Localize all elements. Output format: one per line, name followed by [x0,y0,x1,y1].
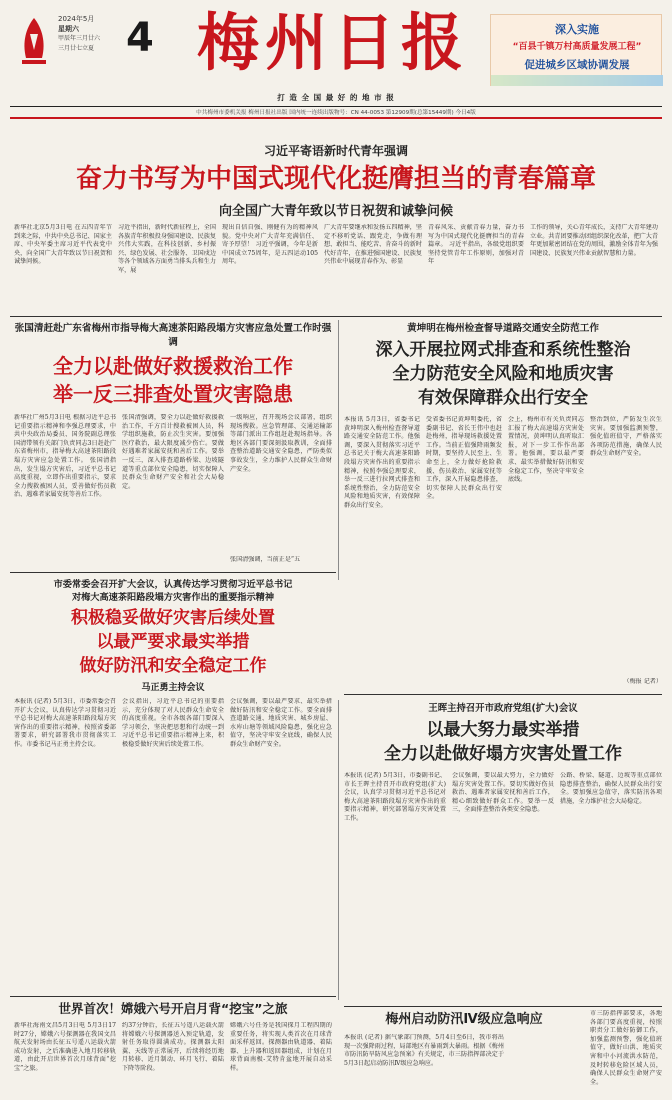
zhang-body-col-1: 新华社广州5月3日电 根据习近平总书记重要指示精神和李强总理要求，中共中央政治局委员、国务院副总理张国清带领有关部门负责同志3日赶赴广东省梅州市，指导梅大高速茶阳路段塌方灾害应急处置工作。 张国清指出，发生塌方灾害后，习近平总书记高度重视，立即作出重要指示，要求全力搜救被困人员，妥善做好伤员救治、遇难者家属安抚等善后工作。 [14,414,116,499]
promo-bottom-line: 促进城乡区域协调发展 [524,59,630,71]
meeting-byline: 马正勇主持会议 [141,683,205,693]
lead-body-col-4: 广大青年要继承和发扬五四精神，坚定不移听党话、跟党走，争做有理想、敢担当、能吃苦、肯奋斗的新时代好青年，在推进强国建设、民族复兴伟业中展现青春作为、彰显 [324,224,422,266]
huang-body-col-1: 本报讯 5月3日，省委书记黄坤明深入梅州检查督导道路交通安全防范工作。他强调，要深入贯彻落实习近平总书记关于梅大高速茶阳路段塌方灾害作出的重要指示精神，按照李强总理要求，举一反三进行拉网式排查和系统性整治，全力防范安全风险和地质灾害，有效保障群众出行安全。 [344,416,420,509]
lead-body-col-5: 青春风采、贡献青春力量，奋力书写为中国式现代化挺膺担当的青春篇章。 习近平指出，各级党组织要坚持党管青年工作原则，加强对青年 [428,224,524,266]
promo-decor [491,75,663,86]
promo-mid-line: “百县千镇万村高质量发展工程” [512,42,642,52]
date-weekday: 星期六 [58,25,79,33]
wang-body-col-1: 本报讯 (记者) 5月3日，市委副书记、市长王晖主持召开市政府党组(扩大)会议，认真学习贯彻习近平总书记对梅大高速茶阳路段塌方灾害作出的重要指示精神，研究部署塌方灾害处置工作。 [344,772,446,822]
zhang-headline-2: 举一反三排查处置灾害隐患 [53,382,293,406]
wang-body-col-2: 会议强调，要以最大努力，全力做好塌方灾害处置工作。要切实做好伤员救治、遇难者家属安抚和善后工作，精心细致做好群众工作。要举一反三，全面排查整治各类安全隐患。 [452,772,554,814]
moon-body-col-2: 约37分钟后，长征五号遥八运载火箭将嫦娥六号探测器送入预定轨道，发射任务取得圆满成功。探测器太阳翼、天线等正常展开，后续将经历地月转移、近月制动、环月飞行、着陆下降等阶段。 [122,1022,224,1072]
lead-body-col-1: 新华社北京5月3日电 在五四青年节到来之际，中共中央总书记、国家主席、中央军委主席习近平代表党中央，向全国广大青年致以节日祝贺和诚挚问候。 [14,224,112,266]
date-lunar-1: 甲辰年三月廿六 [58,35,101,42]
meeting-headline-2: 以最严要求最实举措 [96,632,250,652]
flood-body-col-1: 本报讯 (记者) 据气象部门预测，5月4日至6日，我市将出现一次强降雨过程，局部地区有暴雨到大暴雨。根据《梅州市防汛防旱防风应急预案》有关规定，市三防指挥部决定于5月3日起启动防汛Ⅳ级应急响应。 [344,1034,504,1067]
meeting-body-col-2: 会议指出，习近平总书记的重要指示，充分体现了对人民群众生命安全的高度重视。全市各级各部门要深入学习领会，坚决把思想和行动统一到习近平总书记重要指示精神上来，积极稳妥做好灾害后续处置工作。 [122,698,224,748]
moon-headline: 世界首次！嫦娥六号开启月背“挖宝”之旅 [58,1001,288,1016]
masthead [0,0,672,120]
flood-body-col-mid [510,1034,586,1094]
lead-bottom-rule [10,316,662,317]
masthead-rule-bottom [10,117,662,119]
wang-body-col-3: 公路、桥梁、隧道、边坡等重点部位隐患排查整治，确保人民群众出行安全。要加强应急值守，落实防汛各项措施，全力维护社会大局稳定。 [560,772,662,805]
date-year-month: 2024年5月 [58,15,95,23]
newspaper-title: 梅州日报 [196,6,469,79]
promo-banner [490,14,662,86]
huang-headline-2: 全力防范安全风险和地质灾害 [392,364,614,384]
date-lunar-2: 三月廿七立夏 [58,45,95,52]
promo-top-line: 深入实施 [555,23,599,36]
huang-bottom-rule [344,694,662,695]
meeting-body-col-3: 会议强调，要以最严要求、最实举措做好防汛和安全稳定工作。要全面排查道路交通、地质灾害、城乡房屋、水库山塘等领域风险隐患，强化应急值守，坚决守牢安全底线，确保人民群众生命财产安全。 [230,698,332,748]
lead-headline: 奋力书写为中国式现代化挺膺担当的青春篇章 [75,164,596,194]
flood-headline: 梅州启动防汛Ⅳ级应急响应 [385,1012,543,1027]
huang-kicker: 黄坤明在梅州检查督导道路交通安全防范工作 [407,323,599,334]
zhang-body-col-3: 一级响应，召开现场会议部署，组织现场搜救。应急管理部、交通运输部等部门派出工作组赶赴现场指导。各地区各部门要深刻汲取教训，全面排查整治道路交通安全隐患，严防类似事故发生，全力维护人民群众生命财产安全。 [230,414,332,473]
zhang-signoff: 张国清强调，当前正是“五 [230,556,301,563]
moon-body-col-1: 新华社海南文昌5月3日电 5月3日17时27分，嫦娥六号探测器在我国文昌航天发射场由长征五号遥八运载火箭成功发射，之后准确进入地月转移轨道，由此开启世界首次月球背面“挖宝”之旅。 [14,1022,116,1072]
slogan: 打 造 全 国 最 好 的 地 市 报 [277,93,395,102]
lead-body-col-3: 现出自信自强、刚健有为的精神风貌。党中央对广大青年充满信任、寄予厚望！ 习近平强调，今年是新中国成立75周年，是五四运动105周年。 [222,224,318,266]
wang-headline-1: 以最大努力最实举措 [426,720,580,740]
center-column-divider [338,320,339,580]
zhang-body-col-2: 张国清强调，要全力以赴做好救援救治工作，千方百计搜救被困人员，科学组织施救，防止次生灾害。要加强医疗救治，最大限度减少伤亡。要做好遇难者家属安抚和善后工作。要举一反三，深入排查道路桥梁、边坡隧道等重点部位安全隐患，切实保障人民群众生命财产安全和社会大局稳定。 [122,414,224,490]
meeting-kicker-1: 市委常委会召开扩大会议，认真传达学习贯彻习近平总书记 [53,579,293,590]
lead-kicker: 习近平寄语新时代青年强调 [263,144,408,158]
lead-body-col-2: 习近平指出，新时代新征程上，全国各族青年积极投身强国建设、民族复兴伟大实践，在科技创新、乡村振兴、绿色发展、社会服务、卫国戍边等各个领域各方面勇当排头兵和生力军，展 [118,224,216,274]
wang-kicker: 王晖主持召开市政府党组(扩大)会议 [428,703,578,714]
zhang-headline-1: 全力以赴做好救援救治工作 [53,354,293,378]
left-lower-divider [338,700,339,1000]
huang-body-col-2: 受省委书记黄坤明委托，省委副书记、省长王伟中也赶赴梅州，指导现场救援处置工作。当前正值强降雨频发时期，要坚持人民至上、生命至上，全力做好抢险救援、伤员救治、家属安抚等工作，深入开展隐患排查，切实保障人民群众出行安全。 [426,416,502,501]
huang-body-col-4: 整治到位，严防发生次生灾害。要加强监测预警，强化值班值守，严格落实各项防范措施，确保人民群众生命财产安全。 [590,416,662,458]
huang-headline-3: 有效保障群众出行安全 [418,388,588,408]
lead-subhead: 向全国广大青年致以节日祝贺和诚挚问候 [218,204,453,219]
huang-headline-1: 深入开展拉网式排查和系统性整治 [375,340,631,360]
meeting-headline-3: 做好防汛和安全稳定工作 [79,656,267,676]
moon-top-rule [10,996,336,997]
flood-top-rule [344,1006,662,1007]
huang-signoff: （梅报 记者） [623,678,662,685]
meeting-body-col-1: 本报讯 (记者) 5月3日，市委常委会召开扩大会议，认真传达学习贯彻习近平总书记对梅大高速茶阳路段塌方灾害作出的重要指示精神，按照省委部署要求，研究部署我市贯彻落实工作。市委书记马正勇主持会议。 [14,698,116,748]
wang-headline-2: 全力以赴做好塌方灾害处置工作 [384,744,622,764]
huang-body-col-3: 会上，梅州市有关负责同志汇报了梅大高速塌方灾害处置情况，黄坤明认真听取汇报，对下一步工作作出部署。他强调，要以最严要求、最实举措做好防汛和安全稳定工作，坚决守牢安全底线。 [508,416,584,484]
meeting-kicker-2: 对梅大高速茶阳路段塌方灾害作出的重要指示精神 [71,592,275,603]
party-emblem-icon [16,14,52,68]
meeting-headline-1: 积极稳妥做好灾害后续处置 [71,608,275,628]
publication-info: 中共梅州市委机关报 梅州日报社出版 国内统一连续出版物号：CN 44-0053 第12909期(总第15449期) 今日4版 [196,110,476,116]
meeting-top-rule [10,572,336,573]
flood-body-col-2: 市三防指挥部要求，各地各部门要高度重视，按照职责分工做好防御工作，加强监测预警，强化值班值守，做好山洪、地质灾害和中小河流洪水防范，及时转移危险区域人员，确保人民群众生命财产安全。 [590,1010,662,1086]
masthead-rule-top [10,106,662,107]
date-block [58,14,116,54]
moon-body-col-3: 嫦娥六号任务是我国探月工程四期的重要任务，将实现人类首次在月球背面采样返回。探测器由轨道器、着陆器、上升器和返回器组成，计划在月球背面南极-艾特肯盆地开展自动采样。 [230,1022,332,1072]
zhang-kicker: 张国清赶赴广东省梅州市指导梅大高速茶阳路段塌方灾害应急处置工作时强调 [14,323,332,348]
lead-body-col-6: 工作的领导，关心青年成长，支持广大青年建功立业。共青团要推动团组织深化改革，把广大青年更加紧密团结在党的周围，激励全体青年为强国建设、民族复兴伟业贡献智慧和力量。 [530,224,658,257]
date-day-number: 4 [126,15,154,61]
